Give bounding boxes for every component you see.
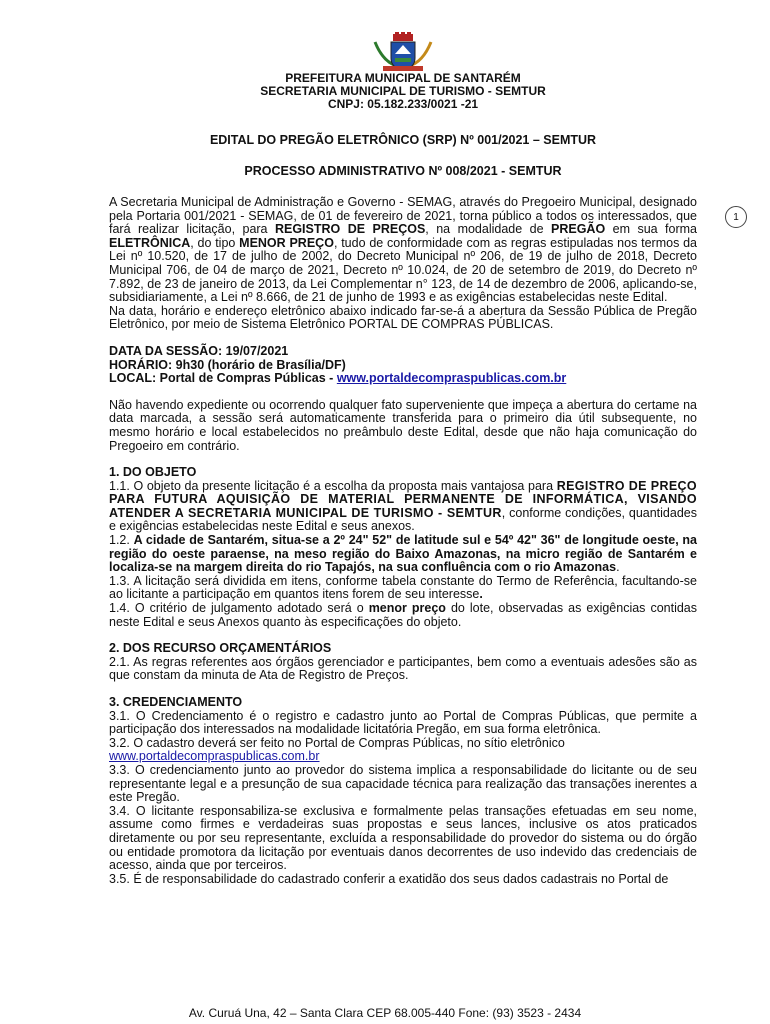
clause-3-4: 3.4. O licitante responsabiliza-se exclusiva e formalmente pelas transações efetuadas em seu nome, assume como firmes e verdadeiras suas propostas e seus lances, inclusive os atos praticados diretamente ou por seu representante, excluída a responsabilidade do provedor do sistema ou do órgão ou entidade promotora da licitação por eventuais danos decorrentes de uso indevido das credenciais de acesso, ainda que por terceiros. [109,803,697,873]
clause-2-1: 2.1. As regras referentes aos órgãos gerenciador e participantes, bem como a eventuais adesões são as que constam da minuta de Ata de Registro de Preços. [109,654,697,683]
clause-1-2: 1.2. A cidade de Santarém, situa-se a 2º 24" 52" de latitude sul e 54º 42" 36" de longitude oeste, na região do oeste paraense, na meso região do Baixo Amazonas, na micro região de Santarém e localiza-se na margem direita do rio Tapajós, na sua confluência com o rio Amazonas. [109,533,697,575]
clause-3-3: 3.3. O credenciamento junto ao provedor do sistema implica a responsabilidade do licitante ou de seu representante legal e a presunção de sua capacidade técnica para realização das transações inerentes a este Pregão. [109,762,697,805]
session-date: DATA DA SESSÃO: 19/07/2021 [109,343,289,358]
section-2-title: 2. DOS RECURSO ORÇAMENTÁRIOS [109,641,332,656]
edital-title: EDITAL DO PREGÃO ELETRÔNICO (SRP) Nº 001/2021 – SEMTUR [209,133,597,147]
clause-3-2-link-line [109,750,697,764]
clause-3-2: 3.2. O cadastro deverá ser feito no Portal de Compras Públicas, no sítio eletrônico [109,735,565,750]
clause-3-5: 3.5. É de responsabilidade do cadastrado conferir a exatidão dos seus dados cadastrais no Portal de [109,871,669,886]
header-secretaria: SECRETARIA MUNICIPAL DE TURISMO - SEMTUR [260,84,546,98]
portal-link[interactable]: www.portaldecompraspublicas.com.br [336,371,567,386]
section-3-title: 3. CREDENCIAMENTO [109,695,243,709]
clause-3-1: 3.1. O Credenciamento é o registro e cadastro junto ao Portal de Compras Públicas, que permite a participação dos interessados na modalidade licitatória Pregão, em sua forma eletrônica. [109,708,697,737]
portal-link-2[interactable]: www.portaldecompraspublicas.com.br [109,749,320,764]
intro-paragraph: A Secretaria Municipal de Administração e Governo - SEMAG, através do Pregoeiro Municipal, designado pela Portaria 001/2021 - SEMAG, de 01 de fevereiro de 2021, torna público a todos os interessados, que fará realizar licitação, para REGISTRO DE PREÇOS, na modalidade de PREGÃO em sua forma ELETRÔNICA, do tipo MENOR PREÇO, tudo de conformidade com as regras estipuladas nos termos da Lei nº 10.520, de 17 de julho de 2002, do Decreto Municipal nº 206, de 19 de julho de 2018, Decreto Municipal 706, de 04 de março de 2021, Decreto nº 10.024, de 20 de setembro de 2019, do Decreto nº 7.892, de 23 de janeiro de 2013, da Lei Complementar n° 123, de 14 de dezembro de 2006, aplicando-se, subsidiariamente, a Lei nº 8.666, de 21 de junho de 1993 e as exigências estabelecidas neste Edital. [109,195,698,305]
header-cnpj: CNPJ: 05.182.233/0021 -21 [327,97,479,111]
page-number-badge: 1 [725,206,747,228]
notice-paragraph: Não havendo expediente ou ocorrendo qualquer fato superveniente que impeça a abertura do certame na data marcada, a sessão será automaticamente transferida para o primeiro dia útil subsequente, no mesmo horário e local estabelecidos no preâmbulo deste Edital, desde que não haja comunicação do Pregoeiro em contrário. [109,397,697,453]
intro-paragraph-2: Na data, horário e endereço eletrônico abaixo indicado far-se-á a abertura da Sessão Pública de Pregão Eletrônico, por meio de Sistema Eletrônico PORTAL DE COMPRAS PÚBLICAS. [109,303,697,332]
session-local: LOCAL: Portal de Compras Públicas - www.portaldecompraspublicas.com.br [109,371,567,386]
clause-1-3: 1.3. A licitação será dividida em itens, conforme tabela constante do Termo de Referência, facultando-se ao licitante a participação em quantos itens forem de seu interesse. [109,573,697,602]
clause-1-4: 1.4. O critério de julgamento adotado será o menor preço do lote, observadas as exigências contidas neste Edital e seus Anexos quanto às especificações do objeto. [109,601,697,629]
processo-title: PROCESSO ADMINISTRATIVO Nº 008/2021 - SEMTUR [244,164,562,178]
header-prefeitura: PREFEITURA MUNICIPAL DE SANTARÉM [285,71,521,85]
clause-1-1: 1.1. O objeto da presente licitação é a escolha da proposta mais vantajosa para REGISTRO DE PREÇO PARA FUTURA AQUISIÇÃO DE MATERIAL PERMANENTE DE INFORMÁTICA, VISANDO ATENDER A SECRETARIA MUNICIPAL DE TURISMO - SEMTUR, conforme condições, quantidades e exigências estabelecidas neste Edital e seus anexos. [109,478,698,534]
footer-address: Av. Curuá Una, 42 – Santa Clara CEP 68.005-440 Fone: (93) 3523 - 2434 [188,1006,582,1020]
document-page [109,32,697,886]
session-time: HORÁRIO: 9h30 (horário de Brasília/DF) [109,357,346,372]
section-1-title: 1. DO OBJETO [109,465,197,480]
municipal-coat-of-arms-icon [373,32,433,72]
